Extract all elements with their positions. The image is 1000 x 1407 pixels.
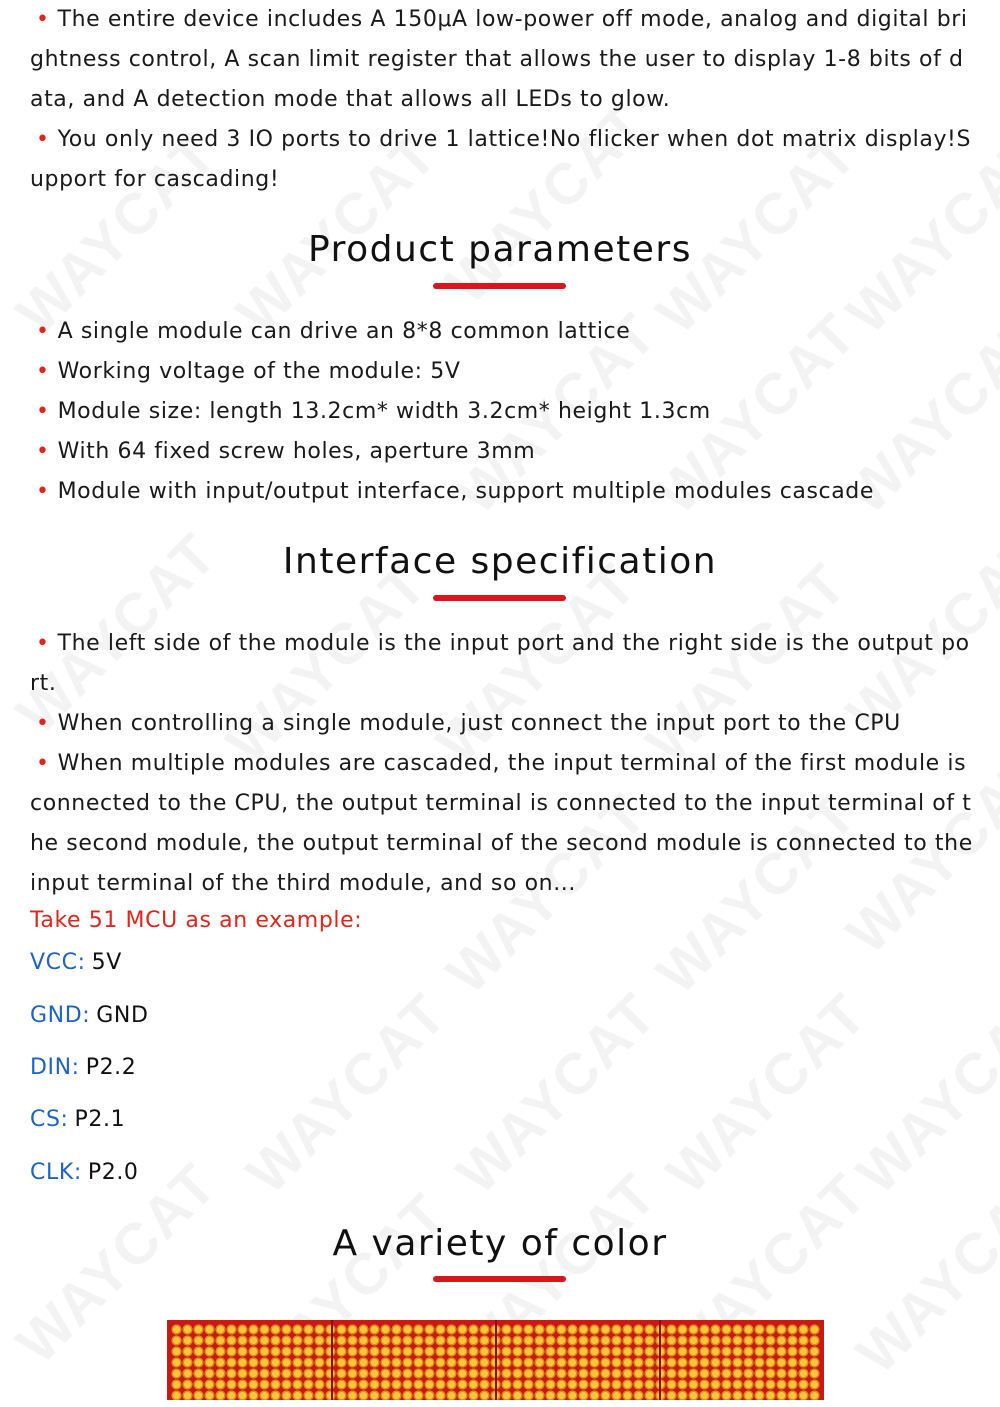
param-item — [30, 472, 975, 512]
bullet-icon: • — [36, 751, 50, 776]
bullet-icon: • — [36, 359, 50, 384]
pin-row-cs — [30, 1107, 125, 1132]
param-item — [30, 392, 975, 432]
interface-text: When multiple modules are cascaded, the input terminal of the first module is connected to the CPU, the output terminal is connected to the input terminal of the second module, the output terminal of the second module is connected to the input terminal of the third module, and so on... — [30, 751, 973, 896]
title-underline — [433, 283, 566, 289]
intro-paragraph — [30, 120, 975, 200]
section-title-product: Product parameters — [308, 229, 692, 270]
interface-item — [30, 704, 975, 744]
bullet-icon: • — [36, 631, 50, 656]
pin-value: P2.0 — [87, 1160, 139, 1185]
bullet-icon: • — [36, 399, 50, 424]
pin-name: CS: — [30, 1107, 69, 1132]
bullet-icon: • — [36, 479, 50, 504]
intro-text: You only need 3 IO ports to drive 1 lattice!No flicker when dot matrix display!Support for cascading! — [30, 127, 972, 192]
example-note: Take 51 MCU as an example: — [30, 908, 363, 933]
param-text: With 64 fixed screw holes, aperture 3mm — [57, 439, 536, 464]
param-text: Module size: length 13.2cm* width 3.2cm* height 1.3cm — [57, 399, 711, 424]
bullet-icon: • — [36, 7, 50, 32]
section-title-interface: Interface specification — [282, 541, 718, 582]
param-text: Working voltage of the module: 5V — [57, 359, 461, 384]
pin-name: VCC: — [30, 950, 86, 975]
param-item — [30, 312, 975, 352]
pin-name: DIN: — [30, 1055, 80, 1080]
pin-name: GND: — [30, 1003, 91, 1028]
bullet-icon: • — [36, 711, 50, 736]
param-item — [30, 432, 975, 472]
pin-row-din — [30, 1055, 136, 1080]
param-text: Module with input/output interface, support multiple modules cascade — [57, 479, 875, 504]
led-matrix-board-image — [167, 1320, 824, 1400]
pin-row-gnd — [30, 1003, 149, 1028]
pin-value: P2.1 — [74, 1107, 126, 1132]
interface-item — [30, 744, 975, 904]
bullet-icon: • — [36, 127, 50, 152]
interface-text: The left side of the module is the input port and the right side is the output port. — [30, 631, 970, 696]
pin-name: CLK: — [30, 1160, 82, 1185]
param-item — [30, 352, 975, 392]
interface-item — [30, 624, 975, 704]
bullet-icon: • — [36, 319, 50, 344]
section-title-colors: A variety of color — [332, 1223, 668, 1264]
bullet-icon: • — [36, 439, 50, 464]
pin-value: 5V — [91, 950, 122, 975]
intro-text: The entire device includes A 150μA low-power off mode, analog and digital brightness control, A scan limit register that allows the user to display 1-8 bits of data, and A detection mode that allows all LEDs to glow. — [30, 7, 968, 112]
pin-value: GND — [96, 1003, 149, 1028]
param-text: A single module can drive an 8*8 common lattice — [57, 319, 631, 344]
pin-row-vcc — [30, 950, 122, 975]
pin-row-clk — [30, 1160, 139, 1185]
intro-paragraph — [30, 0, 975, 120]
title-underline — [433, 595, 566, 601]
module-divider — [659, 1320, 661, 1400]
interface-text: When controlling a single module, just connect the input port to the CPU — [57, 711, 901, 736]
module-divider — [331, 1320, 333, 1400]
title-underline — [433, 1276, 566, 1282]
pin-value: P2.2 — [85, 1055, 137, 1080]
module-divider — [495, 1320, 497, 1400]
